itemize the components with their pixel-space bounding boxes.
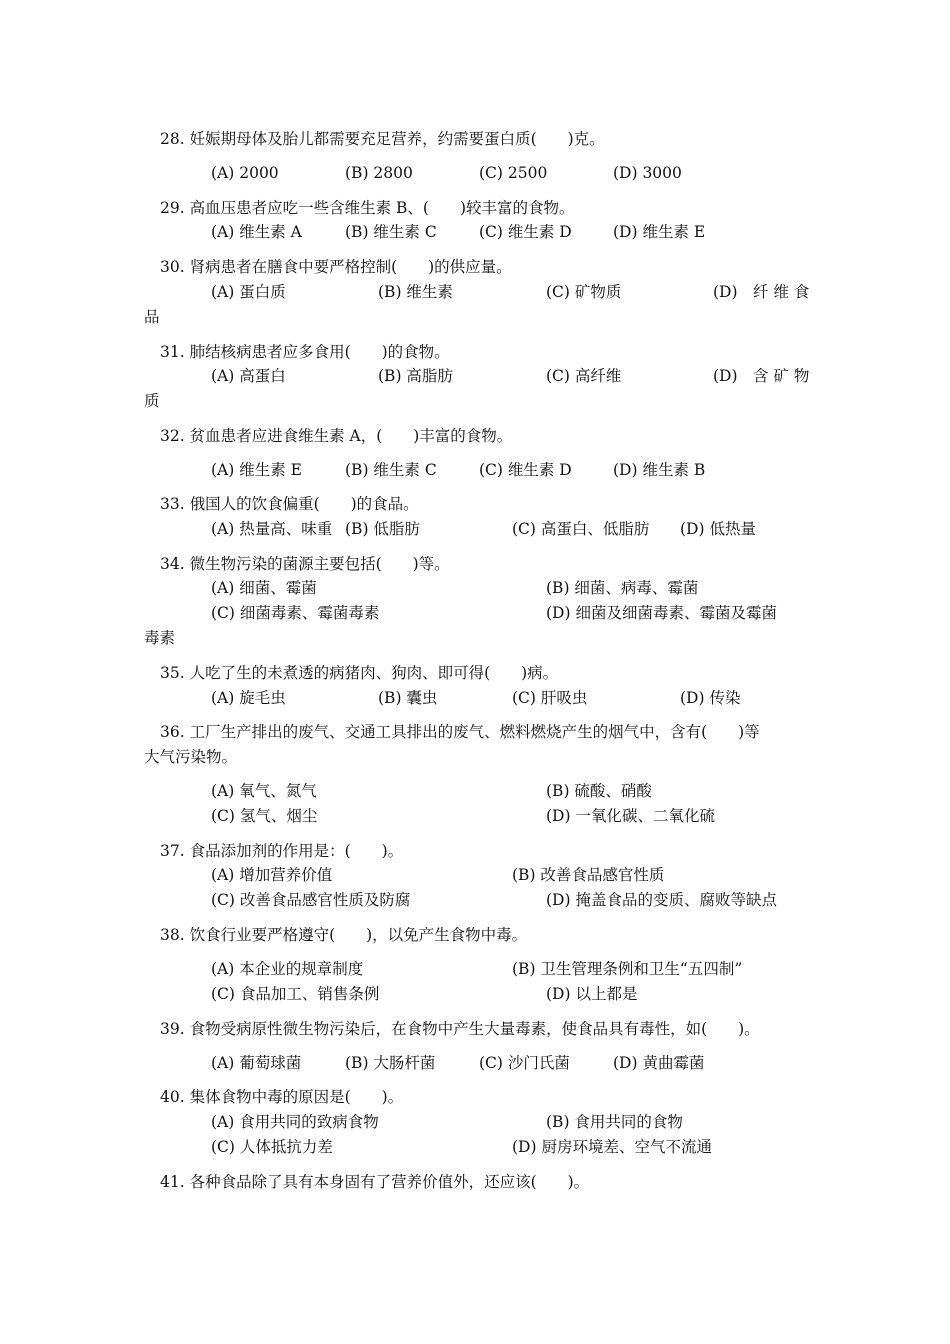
question-31-option-c: (C) 高纤维 xyxy=(546,367,622,385)
question-40-option-b: (B) 食用共同的食物 xyxy=(546,1113,683,1131)
question-37-option-a: (A) 增加营养价值 xyxy=(211,866,333,884)
question-35-option-d: (D) 传染 xyxy=(680,689,741,707)
question-31-option-a: (A) 高蛋白 xyxy=(211,367,286,385)
question-29-option-d: (D) 维生素 E xyxy=(613,223,706,241)
question-31-option-b: (B) 高脂肪 xyxy=(378,367,453,385)
question-37-option-c: (C) 改善食品感官性质及防腐 xyxy=(211,891,411,909)
question-28-stem: 28. 妊娠期母体及胎儿都需要充足营养，约需要蛋白质( )克。 xyxy=(160,130,605,148)
question-32-option-a: (A) 维生素 E xyxy=(211,461,302,479)
question-30-option-c: (C) 矿物质 xyxy=(546,283,622,301)
question-33-stem: 33. 俄国人的饮食偏重( )的食品。 xyxy=(160,495,419,513)
question-34-option-b: (B) 细菌、病毒、霉菌 xyxy=(546,579,699,597)
question-39-option-a: (A) 葡萄球菌 xyxy=(211,1054,302,1072)
question-33-option-a: (A) 热量高、味重 xyxy=(211,520,333,538)
question-35-option-c: (C) 肝吸虫 xyxy=(512,689,588,707)
question-40-option-c: (C) 人体抵抗力差 xyxy=(211,1138,333,1156)
question-30-option-a: (A) 蛋白质 xyxy=(211,283,286,301)
question-34-option-a: (A) 细菌、霉菌 xyxy=(211,579,317,597)
question-39-option-b: (B) 大肠杆菌 xyxy=(345,1054,436,1072)
question-37-option-b: (B) 改善食品感官性质 xyxy=(512,866,665,884)
question-35-option-a: (A) 旋毛虫 xyxy=(211,689,286,707)
question-36-option-d: (D) 一氧化碳、二氧化硫 xyxy=(546,807,715,825)
question-29-option-b: (B) 维生素 C xyxy=(345,223,437,241)
question-30-option-d: (D) 纤 维 食 xyxy=(713,283,810,301)
question-30-option-b: (B) 维生素 xyxy=(378,283,453,301)
question-36-option-b: (B) 硫酸、硝酸 xyxy=(546,782,652,800)
question-29-option-a: (A) 维生素 A xyxy=(211,223,302,241)
question-35-stem: 35. 人吃了生的未煮透的病猪肉、狗肉、即可得( )病。 xyxy=(160,664,559,682)
question-33-option-c: (C) 高蛋白、低脂肪 xyxy=(512,520,650,538)
question-32-option-d: (D) 维生素 B xyxy=(613,461,706,479)
question-38-option-b: (B) 卫生管理条例和卫生“五四制” xyxy=(512,960,743,978)
question-41-stem: 41. 各种食品除了具有本身固有了营养价值外，还应该( )。 xyxy=(160,1173,590,1191)
question-39-option-d: (D) 黄曲霉菌 xyxy=(613,1054,705,1072)
question-29-option-c: (C) 维生素 D xyxy=(479,223,572,241)
question-38-stem: 38. 饮食行业要严格遵守( )，以免产生食物中毒。 xyxy=(160,926,528,944)
question-34-option-d-continued: 毒素 xyxy=(144,629,176,647)
question-34-option-c: (C) 细菌毒素、霉菌毒素 xyxy=(211,604,380,622)
question-30-stem: 30. 肾病患者在膳食中要严格控制( )的供应量。 xyxy=(160,258,512,276)
question-32-option-c: (C) 维生素 D xyxy=(479,461,572,479)
question-29-stem: 29. 高血压患者应吃一些含维生素 B、( )较丰富的食物。 xyxy=(160,199,575,217)
question-28-option-b: (B) 2800 xyxy=(345,164,413,182)
question-32-stem: 32. 贫血患者应进食维生素 A，( )丰富的食物。 xyxy=(160,427,513,445)
question-34-option-d: (D) 细菌及细菌毒素、霉菌及霉菌 xyxy=(546,604,777,622)
question-36-stem: 36. 工厂生产排出的废气、交通工具排出的废气、燃料燃烧产生的烟气中，含有( )等 xyxy=(160,723,760,741)
question-28-option-d: (D) 3000 xyxy=(613,164,682,182)
question-31-option-d: (D) 含 矿 物 xyxy=(713,367,810,385)
question-39-stem: 39. 食物受病原性微生物污染后，在食物中产生大量毒素，使食品具有毒性，如( )。 xyxy=(160,1020,760,1038)
question-28-option-a: (A) 2000 xyxy=(211,164,279,182)
question-37-stem: 37. 食品添加剂的作用是：( )。 xyxy=(160,842,404,860)
question-31-option-d-continued: 质 xyxy=(144,392,160,410)
question-33-option-b: (B) 低脂肪 xyxy=(345,520,420,538)
question-38-option-c: (C) 食品加工、销售条例 xyxy=(211,985,380,1003)
question-38-option-a: (A) 本企业的规章制度 xyxy=(211,960,364,978)
question-36-option-c: (C) 氢气、烟尘 xyxy=(211,807,318,825)
question-33-option-d: (D) 低热量 xyxy=(680,520,756,538)
question-36-option-a: (A) 氧气、氮气 xyxy=(211,782,317,800)
question-28-option-c: (C) 2500 xyxy=(479,164,548,182)
question-35-option-b: (B) 囊虫 xyxy=(378,689,438,707)
question-40-stem: 40. 集体食物中毒的原因是( )。 xyxy=(160,1088,404,1106)
question-39-option-c: (C) 沙门氏菌 xyxy=(479,1054,570,1072)
question-37-option-d: (D) 掩盖食品的变质、腐败等缺点 xyxy=(546,891,777,909)
question-40-option-a: (A) 食用共同的致病食物 xyxy=(211,1113,379,1131)
question-34-stem: 34. 微生物污染的菌源主要包括( )等。 xyxy=(160,555,450,573)
question-30-option-d-continued: 品 xyxy=(144,308,160,326)
question-31-stem: 31. 肺结核病患者应多食用( )的食物。 xyxy=(160,343,450,361)
question-40-option-d: (D) 厨房环境差、空气不流通 xyxy=(512,1138,712,1156)
question-38-option-d: (D) 以上都是 xyxy=(546,985,638,1003)
question-32-option-b: (B) 维生素 C xyxy=(345,461,437,479)
question-36-stem-continued: 大气污染物。 xyxy=(144,748,238,766)
